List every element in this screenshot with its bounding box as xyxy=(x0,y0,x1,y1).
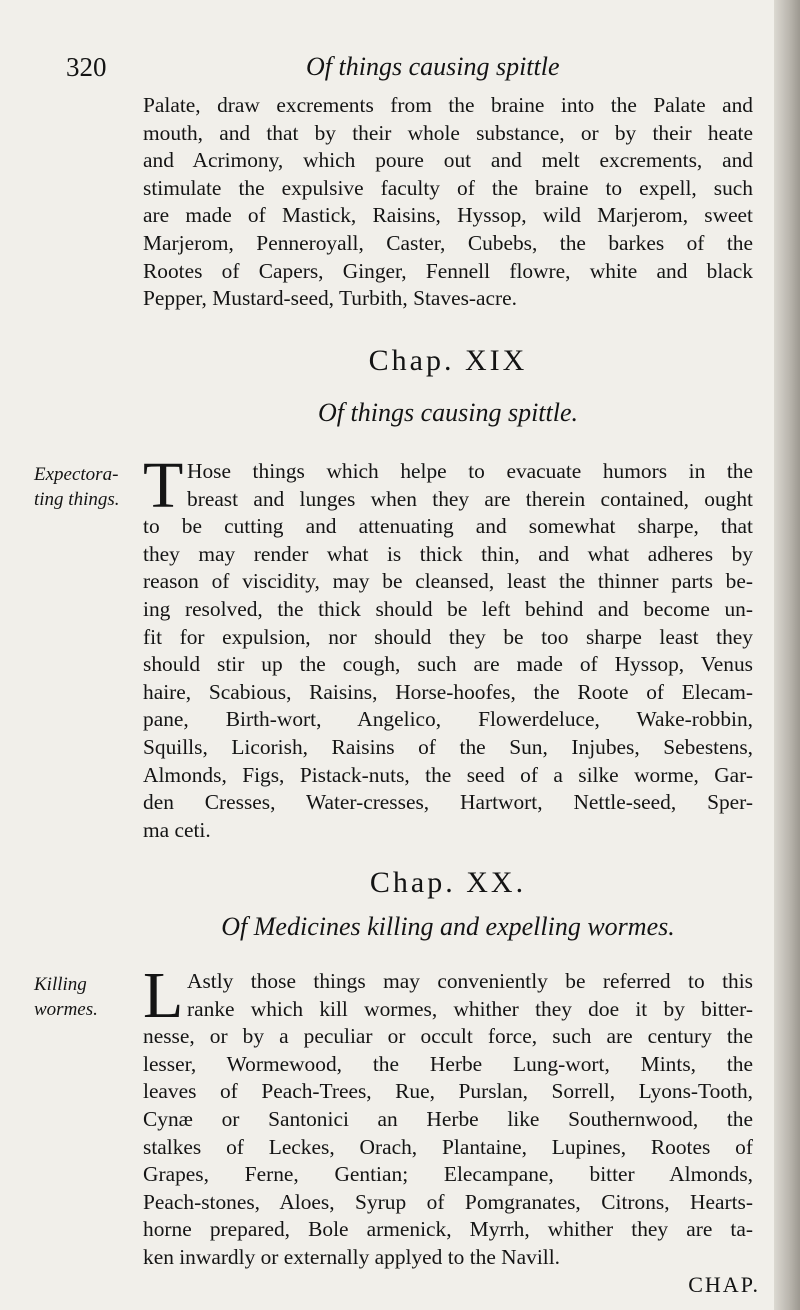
catchword: CHAP. xyxy=(688,1272,760,1297)
page-edge-shadow xyxy=(774,0,800,1310)
text-line: pane, Birth-wort, Angelico, Flowerdeluce, Wake-robbin, xyxy=(143,707,753,732)
margin-note-line: Expectora- xyxy=(34,464,119,485)
text-line: breast and lunges when they are therein contained, ought xyxy=(187,486,753,511)
text-line: ken inwardly or externally applyed to the Navill. xyxy=(143,1244,560,1269)
running-head: Of things causing spittle xyxy=(306,52,560,81)
chapter-subtitle-xix: Of things causing spittle. xyxy=(318,398,578,427)
text-line: stimulate the expulsive faculty of the braine to expell, such xyxy=(143,175,753,200)
text-line: nesse, or by a peculiar or occult force, such are century the xyxy=(143,1024,753,1049)
text-line: Peach-stones, Aloes, Syrup of Pomgranates, Citrons, Hearts- xyxy=(143,1189,753,1214)
text-line: Marjerom, Penneroyall, Caster, Cubebs, the barkes of the xyxy=(143,230,753,255)
text-line: to be cutting and attenuating and somewhat sharpe, that xyxy=(143,514,753,539)
margin-note-line: wormes. xyxy=(34,999,98,1020)
text-line: reason of viscidity, may be cleansed, least the thinner parts be- xyxy=(143,569,753,594)
text-line: Pepper, Mustard-seed, Turbith, Staves-acre. xyxy=(143,286,518,311)
text-line: are made of Mastick, Raisins, Hyssop, wild Marjerom, sweet xyxy=(143,203,753,228)
chapter-xx-body xyxy=(143,959,753,1272)
text-line: den Cresses, Water-cresses, Hartwort, Nettle-seed, Sper- xyxy=(143,790,753,815)
text-line: ranke which kill wormes, whither they doe it by bitter- xyxy=(187,996,753,1021)
chapter-subtitle-xx: Of Medicines killing and expelling wormes. xyxy=(221,912,675,941)
text-line: leaves of Peach-Trees, Rue, Purslan, Sorrell, Lyons-Tooth, xyxy=(143,1079,753,1104)
margin-note-expectorating xyxy=(34,462,138,512)
text-line: Grapes, Ferne, Gentian; Elecampane, bitter Almonds, xyxy=(143,1162,753,1187)
text-line: ing resolved, the thick should be left behind and become un- xyxy=(143,596,753,621)
margin-note-killing-wormes xyxy=(34,972,138,1022)
paragraph-continued xyxy=(143,92,753,313)
text-line: Hose things which helpe to evacuate humors in the xyxy=(187,459,753,483)
text-line: Almonds, Figs, Pistack-nuts, the seed of a silke worme, Gar- xyxy=(143,762,753,787)
text-line: Palate, draw excrements from the braine into the Palate and xyxy=(143,93,753,117)
text-line: mouth, and that by their whole substance, or by their heate xyxy=(143,120,753,145)
text-line: Squills, Licorish, Raisins of the Sun, Injubes, Sebestens, xyxy=(143,734,753,759)
chapter-heading-xx: Chap. XX. xyxy=(369,866,527,899)
page-header xyxy=(66,52,756,92)
text-line: Rootes of Capers, Ginger, Fennell flowre, white and black xyxy=(143,258,753,283)
text-line: Astly those things may conveniently be referred to this xyxy=(187,969,753,993)
text-line: Cynæ or Santonici an Herbe like Southernwood, the xyxy=(143,1106,753,1131)
text-line: ma ceti. xyxy=(143,817,211,842)
drop-cap-t: T xyxy=(143,449,184,522)
margin-note-line: ting things. xyxy=(34,489,120,510)
text-line: they may render what is thick thin, and what adheres by xyxy=(143,541,753,566)
margin-note-line: Killing xyxy=(34,974,87,995)
text-line: horne prepared, Bole armenick, Myrrh, whither they are ta- xyxy=(143,1217,753,1242)
chapter-heading-xix: Chap. XIX xyxy=(368,344,528,377)
text-line: haire, Scabious, Raisins, Horse-hoofes, the Roote of Elecam- xyxy=(143,679,753,704)
chapter-xix-body xyxy=(143,449,753,844)
drop-cap-l: L xyxy=(143,959,184,1032)
page-number: 320 xyxy=(66,52,107,82)
text-line: fit for expulsion, nor should they be too sharpe least they xyxy=(143,624,753,649)
text-line: lesser, Wormewood, the Herbe Lung-wort, Mints, the xyxy=(143,1051,753,1076)
text-line: should stir up the cough, such are made of Hyssop, Venus xyxy=(143,652,753,677)
text-line: and Acrimony, which poure out and melt excrements, and xyxy=(143,148,753,173)
text-line: stalkes of Leckes, Orach, Plantaine, Lupines, Rootes of xyxy=(143,1134,753,1159)
